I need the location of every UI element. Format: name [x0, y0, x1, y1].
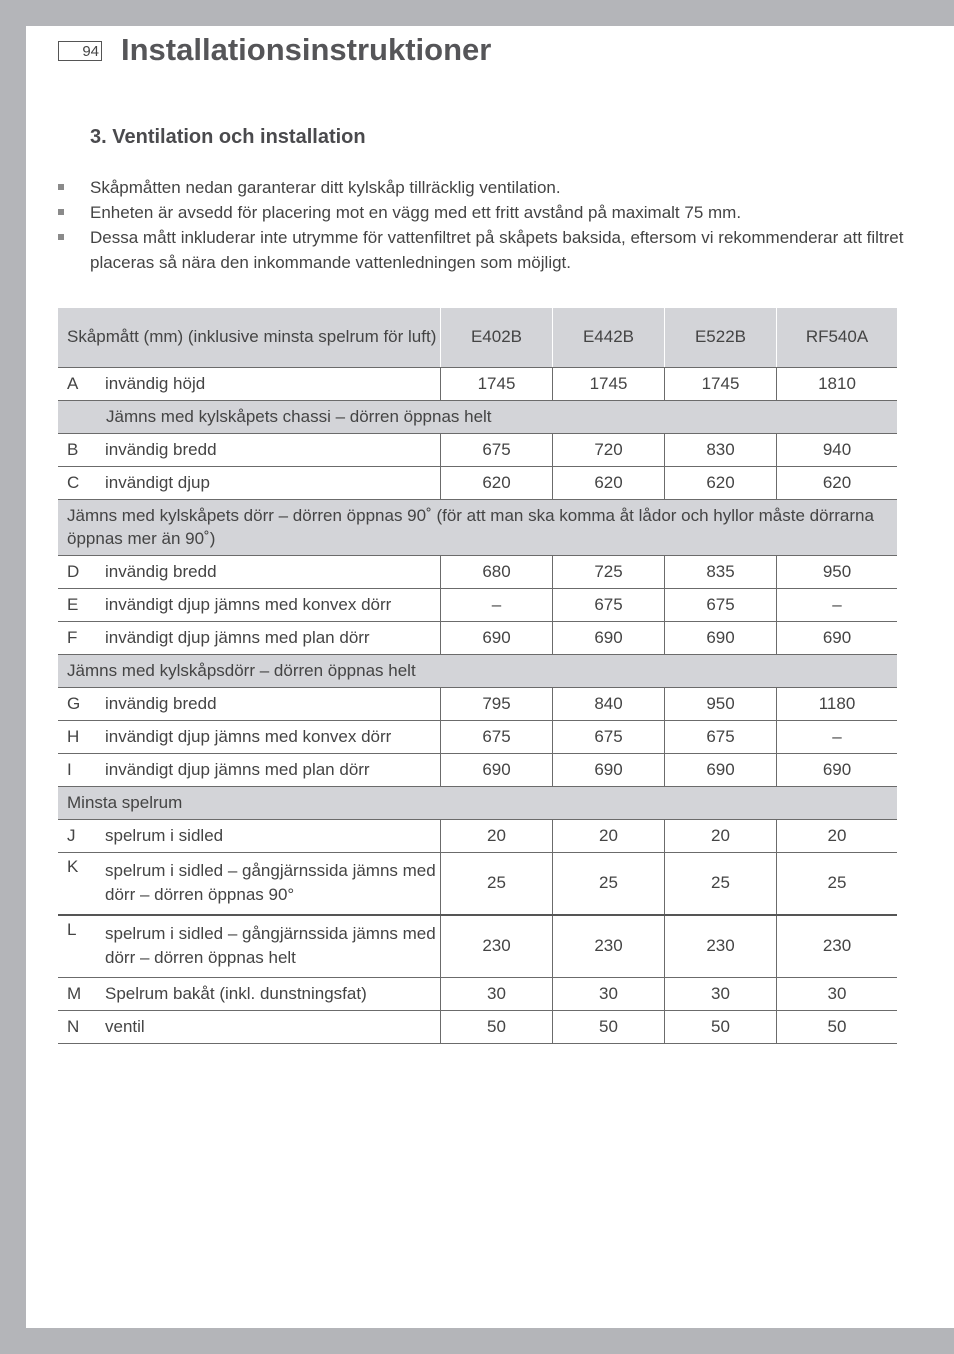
- row-description: invändig bredd: [105, 555, 441, 588]
- cell-value: 30: [553, 977, 665, 1010]
- cell-value: 30: [777, 977, 898, 1010]
- row-description: spelrum i sidled: [105, 819, 441, 852]
- table-row: [58, 720, 897, 753]
- cell-value: 50: [665, 1010, 777, 1043]
- cell-value: 690: [553, 753, 665, 786]
- row-description: ventil: [105, 1010, 441, 1043]
- cell-value: 940: [777, 433, 898, 466]
- row-description: invändigt djup jämns med konvex dörr: [105, 720, 441, 753]
- table-row: [58, 1010, 897, 1043]
- cell-value: 690: [665, 753, 777, 786]
- cell-value: 680: [441, 555, 553, 588]
- table-header-row: [58, 308, 897, 367]
- cell-value: 795: [441, 687, 553, 720]
- cell-value: 835: [665, 555, 777, 588]
- table-row: [58, 687, 897, 720]
- cell-value: 690: [441, 753, 553, 786]
- cell-value: 675: [441, 433, 553, 466]
- table-row: [58, 915, 897, 978]
- cell-value: 675: [441, 720, 553, 753]
- group-label: Jämns med kylskåpsdörr – dörren öppnas helt: [58, 654, 897, 687]
- cell-value: 620: [665, 466, 777, 499]
- cell-value: 1745: [441, 367, 553, 400]
- model-header: RF540A: [777, 308, 898, 367]
- cell-value: 620: [553, 466, 665, 499]
- cell-value: 950: [665, 687, 777, 720]
- cell-value: 230: [553, 915, 665, 978]
- cell-value: 950: [777, 555, 898, 588]
- table-row: [58, 753, 897, 786]
- table-row: [58, 466, 897, 499]
- cell-value: 620: [777, 466, 898, 499]
- model-header: E402B: [441, 308, 553, 367]
- table-row: [58, 555, 897, 588]
- model-header: E522B: [665, 308, 777, 367]
- cell-value: 30: [665, 977, 777, 1010]
- row-letter: B: [58, 433, 105, 466]
- row-letter: F: [58, 621, 105, 654]
- table-row: [58, 433, 897, 466]
- cell-value: 690: [665, 621, 777, 654]
- row-letter: E: [58, 588, 105, 621]
- cell-value: 20: [777, 819, 898, 852]
- group-row: [58, 786, 897, 819]
- cell-value: 1180: [777, 687, 898, 720]
- row-description: invändigt djup: [105, 466, 441, 499]
- cell-value: –: [441, 588, 553, 621]
- cell-value: 230: [665, 915, 777, 978]
- group-row: [58, 654, 897, 687]
- group-label: Minsta spelrum: [58, 786, 897, 819]
- row-letter: K: [58, 852, 105, 915]
- cell-value: 230: [777, 915, 898, 978]
- row-description: invändig bredd: [105, 687, 441, 720]
- cell-value: 675: [665, 720, 777, 753]
- row-letter: C: [58, 466, 105, 499]
- cell-value: 50: [777, 1010, 898, 1043]
- cell-value: 25: [777, 852, 898, 915]
- table-row: [58, 621, 897, 654]
- row-letter: J: [58, 819, 105, 852]
- cell-value: 675: [665, 588, 777, 621]
- bullet-text: Enheten är avsedd för placering mot en vägg med ett fritt avstånd på maximalt 75 mm.: [90, 203, 742, 222]
- table-row: [58, 819, 897, 852]
- row-letter: N: [58, 1010, 105, 1043]
- row-description: spelrum i sidled – gångjärnssida jämns med dörr – dörren öppnas 90°: [105, 852, 441, 915]
- row-description: Spelrum bakåt (inkl. dunstningsfat): [105, 977, 441, 1010]
- cell-value: 690: [553, 621, 665, 654]
- row-description: invändigt djup jämns med plan dörr: [105, 621, 441, 654]
- row-letter: L: [58, 915, 105, 978]
- cell-value: 1745: [553, 367, 665, 400]
- cell-value: 230: [441, 915, 553, 978]
- row-description: invändig bredd: [105, 433, 441, 466]
- cell-value: 720: [553, 433, 665, 466]
- square-bullet-icon: [58, 234, 64, 240]
- cell-value: 620: [441, 466, 553, 499]
- cell-value: 50: [553, 1010, 665, 1043]
- bullet-item: [54, 175, 914, 200]
- cell-value: 50: [441, 1010, 553, 1043]
- cell-value: 840: [553, 687, 665, 720]
- bullet-text: Dessa mått inkluderar inte utrymme för vattenfiltret på skåpets baksida, eftersom vi rekommenderar att filtret placeras så nära den inkommande vattenledningen som möjligt.: [90, 228, 904, 272]
- cell-value: 690: [441, 621, 553, 654]
- row-description: invändig höjd: [105, 367, 441, 400]
- group-label: Jämns med kylskåpets dörr – dörren öppnas 90˚ (för att man ska komma åt lådor och hyllor måste dörrarna öppnas mer än 90˚): [58, 499, 897, 555]
- cell-value: –: [777, 588, 898, 621]
- header-label: Skåpmått (mm) (inklusive minsta spelrum för luft): [58, 308, 441, 367]
- cell-value: 830: [665, 433, 777, 466]
- document-page: [26, 26, 954, 1328]
- group-label: Jämns med kylskåpets chassi – dörren öppnas helt: [58, 400, 897, 433]
- row-letter: A: [58, 367, 105, 400]
- row-description: invändigt djup jämns med plan dörr: [105, 753, 441, 786]
- cell-value: 725: [553, 555, 665, 588]
- bullet-item: [54, 200, 914, 225]
- row-letter: D: [58, 555, 105, 588]
- row-description: spelrum i sidled – gångjärnssida jämns med dörr – dörren öppnas helt: [105, 915, 441, 978]
- cell-value: 690: [777, 621, 898, 654]
- group-row: [58, 499, 897, 555]
- square-bullet-icon: [58, 209, 64, 215]
- section-heading: 3. Ventilation och installation: [90, 126, 366, 148]
- table-row: [58, 588, 897, 621]
- cell-value: 20: [441, 819, 553, 852]
- table-row: [58, 367, 897, 400]
- dimensions-table: [58, 308, 897, 1044]
- page-number: 94: [58, 41, 102, 61]
- row-letter: I: [58, 753, 105, 786]
- cell-value: 30: [441, 977, 553, 1010]
- cell-value: 25: [665, 852, 777, 915]
- model-header: E442B: [553, 308, 665, 367]
- bullet-list: [54, 175, 914, 275]
- group-row: [58, 400, 897, 433]
- row-letter: M: [58, 977, 105, 1010]
- bullet-item: [54, 225, 914, 275]
- cell-value: 25: [553, 852, 665, 915]
- cell-value: –: [777, 720, 898, 753]
- cell-value: 20: [665, 819, 777, 852]
- cell-value: 20: [553, 819, 665, 852]
- bullet-text: Skåpmåtten nedan garanterar ditt kylskåp tillräcklig ventilation.: [90, 178, 561, 197]
- row-letter: H: [58, 720, 105, 753]
- page-title: Installationsinstruktioner: [121, 32, 492, 67]
- table-row: [58, 977, 897, 1010]
- cell-value: 1810: [777, 367, 898, 400]
- cell-value: 1745: [665, 367, 777, 400]
- row-letter: G: [58, 687, 105, 720]
- table-row: [58, 852, 897, 915]
- cell-value: 25: [441, 852, 553, 915]
- cell-value: 675: [553, 588, 665, 621]
- row-description: invändigt djup jämns med konvex dörr: [105, 588, 441, 621]
- cell-value: 690: [777, 753, 898, 786]
- cell-value: 675: [553, 720, 665, 753]
- square-bullet-icon: [58, 184, 64, 190]
